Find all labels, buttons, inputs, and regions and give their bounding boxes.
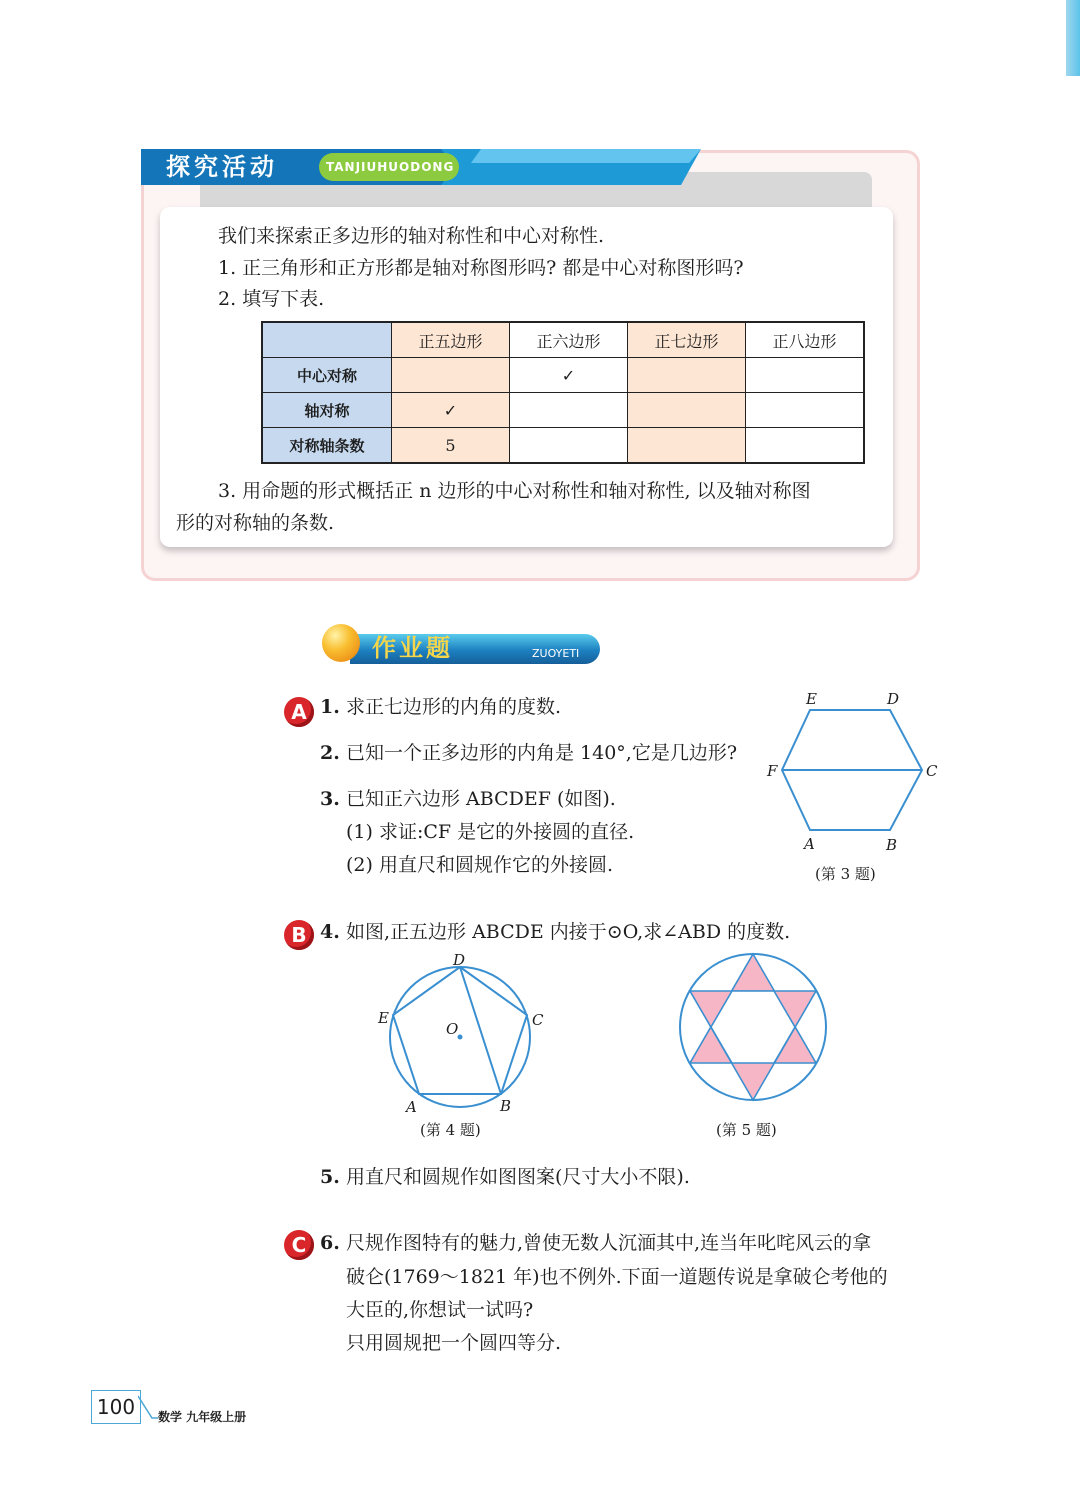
table-cell: [510, 393, 628, 428]
page-number-tick: [138, 1392, 158, 1420]
pentagon-caption: (第 4 题): [420, 1121, 481, 1139]
table-row: [262, 393, 864, 428]
pentagon-label-c: C: [532, 1011, 544, 1029]
question-3-text: 已知正六边形 ABCDEF (如图).: [346, 788, 616, 810]
question-2-text: 已知一个正多边形的内角是 140°,它是几边形?: [346, 742, 738, 764]
table-cell: 5: [392, 428, 510, 464]
pentagon-label-o: O: [446, 1020, 459, 1038]
pentagon-label-b: B: [500, 1097, 512, 1115]
table-column-header: 正六边形: [510, 322, 628, 358]
level-c-badge: C: [284, 1230, 314, 1260]
table-cell: [746, 358, 865, 393]
homework-orb-icon: [322, 624, 360, 662]
question-4-number: 4.: [320, 921, 340, 943]
explore-question-3-line-2: 形的对称轴的条数.: [176, 512, 335, 534]
explore-question-3-line-1: 3. 用命题的形式概括正 n 边形的中心对称性和轴对称性, 以及轴对称图: [218, 480, 811, 502]
question-2-number: 2.: [320, 742, 340, 764]
pentagon-label-a: A: [406, 1098, 417, 1116]
symmetry-table: [261, 321, 865, 464]
question-1-text: 求正七边形的内角的度数.: [346, 696, 562, 718]
explore-title: 探究活动: [166, 153, 278, 181]
footer-book-title: 数学 九年级上册: [158, 1410, 247, 1424]
question-1-number: 1.: [320, 696, 340, 718]
table-cell: [628, 428, 746, 464]
homework-pinyin: ZUOYETI: [532, 647, 580, 660]
pentagon-figure: [380, 960, 540, 1110]
table-cell: ✓: [510, 358, 628, 393]
table-cell: [628, 358, 746, 393]
pentagon-label-e: E: [378, 1009, 389, 1027]
hexagon-figure: [760, 690, 940, 860]
question-3-sub-1: (1) 求证:CF 是它的外接圆的直径.: [346, 821, 635, 843]
hexagon-label-c: C: [926, 762, 938, 780]
hexagon-label-b: B: [886, 836, 898, 854]
table-cell: [392, 358, 510, 393]
table-corner-cell: [262, 322, 392, 358]
question-5-text: 用直尺和圆规作如图图案(尺寸大小不限).: [346, 1166, 690, 1188]
question-4-text: 如图,正五边形 ABCDE 内接于⊙O,求∠ABD 的度数.: [346, 921, 791, 943]
table-column-header: 正五边形: [392, 322, 510, 358]
question-5-number: 5.: [320, 1166, 340, 1188]
hexagon-label-d: D: [887, 690, 900, 708]
question-6-line-4: 只用圆规把一个圆四等分.: [346, 1332, 562, 1354]
question-3-number: 3.: [320, 788, 340, 810]
table-row-label: 中心对称: [262, 358, 392, 393]
table-column-header: 正七边形: [628, 322, 746, 358]
pentagon-label-d: D: [453, 951, 466, 969]
page-edge-tab: [1066, 0, 1080, 76]
table-cell: ✓: [392, 393, 510, 428]
table-row: [262, 428, 864, 464]
table-cell: [746, 428, 865, 464]
level-b-badge: B: [284, 920, 314, 950]
hexagram-caption: (第 5 题): [716, 1121, 777, 1139]
question-6-line-3: 大臣的,你想试一试吗?: [346, 1299, 534, 1321]
question-3-sub-2: (2) 用直尺和圆规作它的外接圆.: [346, 854, 613, 876]
explore-question-1: 1. 正三角形和正方形都是轴对称图形吗? 都是中心对称图形吗?: [218, 257, 744, 279]
table-column-header: 正八边形: [746, 322, 865, 358]
question-6-number: 6.: [320, 1232, 340, 1254]
homework-title: 作业题: [372, 634, 453, 662]
table-header-row: [262, 322, 864, 358]
question-6-line-1: 尺规作图特有的魅力,曾使无数人沉湎其中,连当年叱咤风云的拿: [346, 1232, 872, 1254]
table-cell: [628, 393, 746, 428]
explore-intro: 我们来探索正多边形的轴对称性和中心对称性.: [218, 225, 605, 247]
question-6-line-2: 破仑(1769～1821 年)也不例外.下面一道题传说是拿破仑考他的: [346, 1266, 888, 1288]
page-number: 100: [91, 1390, 141, 1424]
hexagon-label-a: A: [804, 835, 815, 853]
pentagon-diagonal-bd: [460, 967, 501, 1094]
table-cell: [746, 393, 865, 428]
table-row-label: 对称轴条数: [262, 428, 392, 464]
hexagram-figure: [678, 952, 828, 1102]
table-row-label: 轴对称: [262, 393, 392, 428]
hexagon-caption: (第 3 题): [815, 865, 876, 883]
hexagon-label-f: F: [767, 762, 778, 780]
explore-pinyin: TANJIUHUODONG: [326, 160, 455, 174]
table-cell: [510, 428, 628, 464]
level-a-badge: A: [284, 697, 314, 727]
explore-question-2: 2. 填写下表.: [218, 288, 325, 310]
table-row: [262, 358, 864, 393]
hexagon-label-e: E: [806, 690, 817, 708]
